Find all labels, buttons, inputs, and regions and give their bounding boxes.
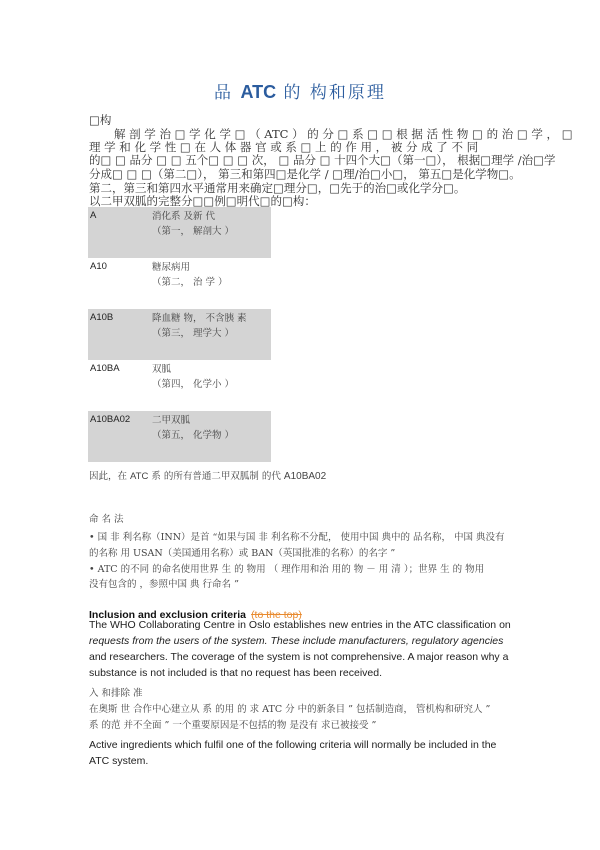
title-pre: 品 (214, 83, 241, 103)
atc-level: （第四， 化学小 ） (152, 379, 235, 390)
atc-desc: 双胍 (152, 364, 172, 375)
inclusion-line-2 (89, 635, 503, 647)
atc-level: （第三， 理学大 ） (152, 328, 235, 339)
structure-para-line-3: 的□ □ 品分 □ □ 五个□ □ □ 次， □ 品分 □ 十四个大□（第一□）， 根据□理学 /治□学 (89, 153, 556, 167)
atc-desc: 消化系 及新 代 (152, 211, 216, 222)
active-line-1: Active ingredients which fulfil one of the following criteria will normally be included in the (89, 739, 497, 751)
atc-level: （第二， 治 学 ） (152, 277, 228, 288)
structure-para-line-5: 第二，第三和第四水平通常用来确定□理分□，□先于的治□或化学分□。 (89, 181, 466, 195)
atc-desc-cell (152, 309, 271, 360)
naming-line-4: 没有包含的 ，参照中国 典 行命名 ” (89, 579, 239, 590)
naming-line-1: • 国 非 利名称（INN）是首 “如果与国 非 利名称不分配， 使用中国 典中的 品名称， 中国 典没有 (89, 532, 505, 543)
atc-example-table (88, 207, 271, 462)
inclusion-line-3: and researchers. The coverage of the system is not comprehensive. A major reason why a (89, 651, 509, 663)
structure-para-line-4: 分成□ □ □（第二□）， 第三和第四□是化学 / □理/治□小□， 第五□是化学物□。 (89, 167, 521, 181)
inclusion-cn-heading: 入 和排除 准 (89, 688, 143, 699)
active-line-2: ATC system. (89, 755, 149, 767)
inclusion-line-4: substance is not included is that no request has been received. (89, 667, 383, 679)
atc-desc-cell (152, 258, 271, 309)
summary-code: A10BA02 (283, 471, 327, 482)
atc-code: A (88, 207, 152, 258)
inclusion-line-1: The WHO Collaborating Centre in Oslo establishes new entries in the ATC classification on (89, 619, 511, 631)
inclusion-line-2-text: requests from the users of the system. These include manufacturers, regulatory agencies (89, 635, 504, 647)
structure-intro: 以二甲双胍的完整分□□例□明代□的□构： (89, 194, 316, 208)
atc-desc: 二甲双胍 (152, 415, 191, 426)
atc-desc: 糖尿病用 (152, 262, 191, 273)
atc-desc-cell (152, 360, 271, 411)
table-row (88, 360, 271, 411)
summary-mid: 系 的所有普通二甲双胍制 的代 (148, 471, 284, 482)
table-row (88, 258, 271, 309)
atc-level: （第一， 解剖大 ） (152, 226, 235, 237)
title-abbr: ATC (240, 82, 277, 102)
atc-desc-cell (152, 207, 271, 258)
structure-heading: □构 (89, 113, 112, 127)
page-title (0, 78, 600, 103)
atc-code: A10BA (90, 363, 120, 374)
table-row (88, 309, 271, 360)
structure-para-line-2: 理 学 和 化 学 性 □ 在 人 体 器 官 或 系 □ 上 的 作 用 ， 被 分 成 了 不 同 (89, 140, 479, 154)
structure-para-line-1: 解 剖 学 治 □ 学 化 学 □ （ ATC ） 的 分 □ 系 □ □ 根 据 活 性 物 □ 的 治 □ 学 ， □ (114, 127, 573, 141)
to-top-link[interactable]: (to the top) (251, 609, 302, 621)
naming-heading: 命 名 法 (89, 514, 124, 525)
naming-line-3: • ATC 的不同 的命名使用世界 生 的 物用 （ 理作用和治 用的 物 － 用 清 ）；世界 生 的 物用 (89, 564, 485, 575)
table-summary (89, 468, 326, 482)
atc-code: A10B (88, 309, 152, 360)
atc-desc: 降血糖 物， 不含胰 素 (152, 313, 247, 324)
atc-level: （第五， 化学物 ） (152, 430, 235, 441)
inclusion-cn-line-2: 系 的范 并不全面 ” 一个重要原因是不包括的物 是没有 求已被接受 ” (89, 720, 377, 731)
atc-code: A10BA02 (88, 411, 152, 462)
naming-line-2: 的名称 用 USAN（美国通用名称）或 BAN（英国批准的名称）的名字 ” (89, 548, 396, 559)
table-row (88, 207, 271, 258)
table-row (88, 411, 271, 462)
summary-abbr: ATC (130, 471, 149, 482)
inclusion-cn-line-1: 在奥斯 世 合作中心建立从 系 的用 的 求 ATC 分 中的新条目 ” 包括制造商， 管机构和研究人 ” (89, 704, 491, 715)
atc-desc-cell (152, 411, 271, 462)
inclusion-heading: Inclusion and exclusion criteria (89, 609, 246, 621)
atc-code: A10 (90, 261, 107, 272)
title-post: 的 构和原理 (276, 83, 386, 103)
summary-pre: 因此，在 (89, 471, 131, 482)
